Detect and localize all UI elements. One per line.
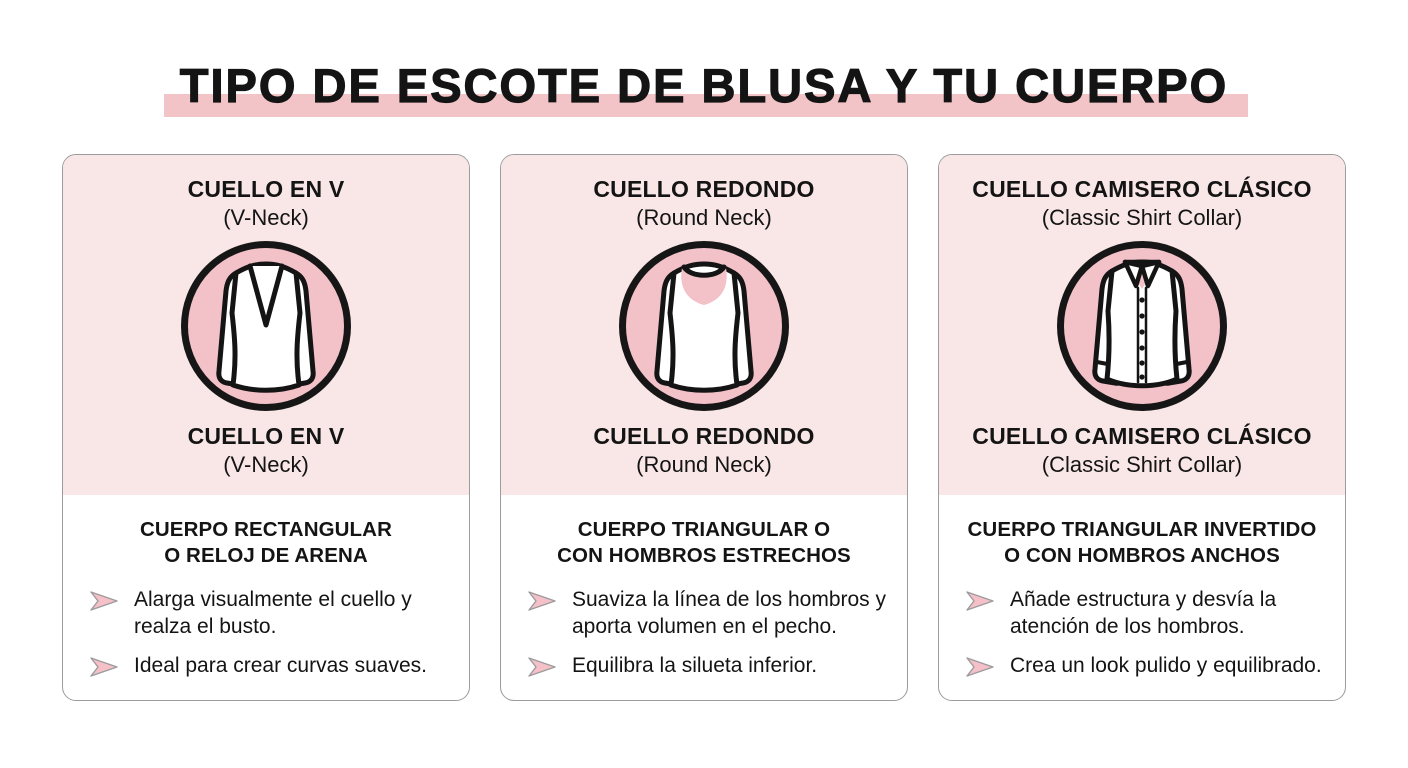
neckline-subtitle-top: (V-Neck) — [223, 205, 309, 230]
neckline-title-bottom: CUELLO REDONDO — [593, 423, 815, 449]
card-round-neck — [500, 154, 908, 701]
body-type-heading — [957, 517, 1327, 569]
body-type-heading-line1: CUERPO TRIANGULAR O — [577, 518, 831, 541]
classic-shirt-collar-icon — [1057, 241, 1227, 411]
card-bottom-section — [939, 495, 1345, 680]
neckline-title-top: CUELLO CAMISERO CLÁSICO — [972, 176, 1312, 202]
list-item — [89, 653, 451, 679]
card-top-section — [939, 155, 1345, 495]
neckline-title-bottom: CUELLO EN V — [187, 423, 345, 449]
neckline-subtitle-bottom: (V-Neck) — [223, 452, 309, 477]
neckline-title-bottom: CUELLO CAMISERO CLÁSICO — [972, 423, 1312, 449]
neckline-subtitle-top: (Classic Shirt Collar) — [1041, 205, 1243, 230]
arrow-bullet-icon — [527, 590, 557, 612]
card-top-section — [501, 155, 907, 495]
arrow-bullet-icon — [89, 656, 119, 678]
round-neck-blouse-icon — [619, 241, 789, 411]
neckline-subtitle-top: (Round Neck) — [636, 205, 772, 230]
neckline-subtitle-bottom: (Round Neck) — [636, 452, 772, 477]
bullet-text: Suaviza la línea de los hombros y aporta volumen en el pecho. — [572, 588, 887, 638]
body-type-heading-line2: O RELOJ DE ARENA — [164, 544, 368, 568]
list-item — [89, 587, 451, 640]
body-type-heading-line2: O CON HOMBROS ANCHOS — [1004, 544, 1280, 568]
list-item — [965, 587, 1327, 640]
benefit-list — [519, 587, 889, 679]
list-item — [965, 653, 1327, 679]
arrow-bullet-icon — [965, 590, 995, 612]
card-v-neck — [62, 154, 470, 701]
page-title: TIPO DE ESCOTE DE BLUSA Y TU CUERPO — [179, 59, 1229, 112]
neckline-subtitle-bottom: (Classic Shirt Collar) — [1041, 452, 1243, 477]
neckline-title-top: CUELLO REDONDO — [593, 176, 815, 202]
bullet-text: Alarga visualmente el cuello y realza el busto. — [134, 588, 412, 638]
arrow-bullet-icon — [89, 590, 119, 612]
card-top-section — [63, 155, 469, 495]
infographic — [0, 58, 1408, 701]
benefit-list — [81, 587, 451, 679]
arrow-bullet-icon — [527, 656, 557, 678]
neckline-title-top: CUELLO EN V — [187, 176, 345, 202]
bullet-text: Equilibra la silueta inferior. — [572, 654, 818, 678]
body-type-heading-line1: CUERPO RECTANGULAR — [140, 518, 392, 541]
body-type-heading — [519, 517, 889, 569]
bullet-text: Añade estructura y desvía la atención de los hombros. — [1010, 588, 1277, 638]
v-neck-blouse-icon — [181, 241, 351, 411]
list-item — [527, 587, 889, 640]
cards-row — [0, 154, 1408, 701]
card-bottom-section — [63, 495, 469, 680]
bullet-text: Crea un look pulido y equilibrado. — [1010, 654, 1322, 678]
arrow-bullet-icon — [965, 656, 995, 678]
page-title-block — [180, 58, 1228, 113]
body-type-heading-line1: CUERPO TRIANGULAR INVERTIDO — [967, 518, 1317, 541]
card-classic-shirt-collar — [938, 154, 1346, 701]
bullet-text: Ideal para crear curvas suaves. — [134, 654, 427, 678]
benefit-list — [957, 587, 1327, 679]
body-type-heading — [81, 517, 451, 569]
body-type-heading-line2: CON HOMBROS ESTRECHOS — [557, 544, 851, 568]
card-bottom-section — [501, 495, 907, 680]
list-item — [527, 653, 889, 679]
